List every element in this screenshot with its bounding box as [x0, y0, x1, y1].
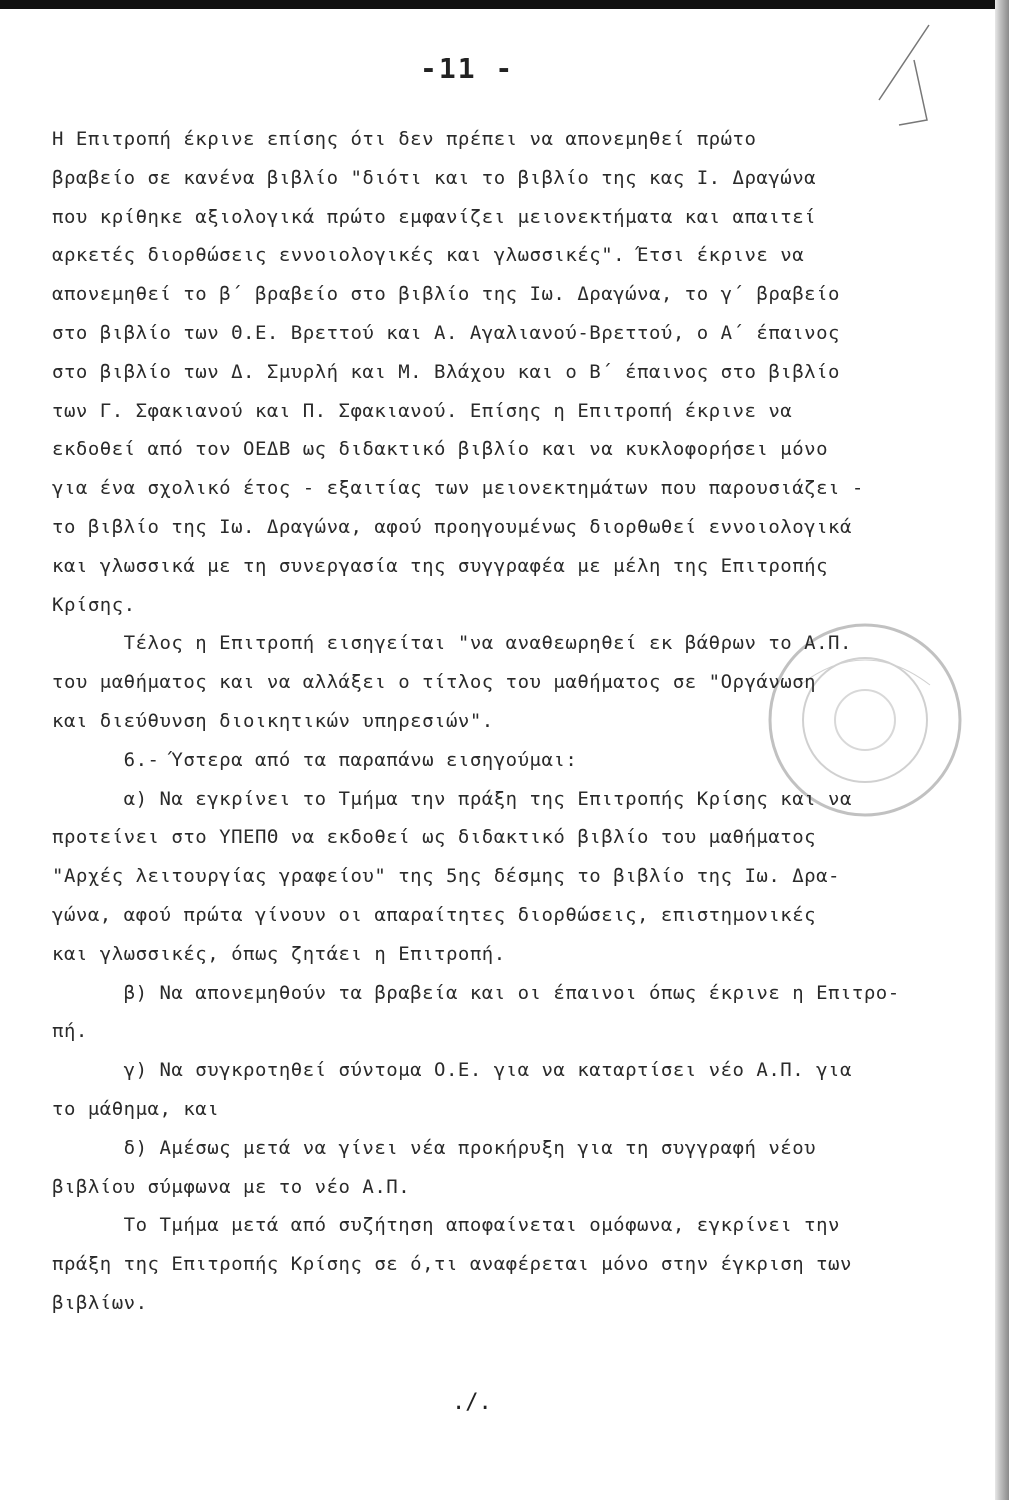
text-line: και γλωσσικές, όπως ζητάει η Επιτροπή.	[52, 942, 506, 965]
text-line: Το Τμήμα μετά από συζήτηση αποφαίνεται ομόφωνα, εγκρίνει την	[52, 1214, 840, 1237]
text-line: στο βιβλίο των Θ.Ε. Βρεττού και Α. Αγαλιανού-Βρεττού, ο Α΄ έπαινος	[52, 321, 840, 344]
text-line: των Γ. Σφακιανού και Π. Σφακιανού. Επίσης η Επιτροπή έκρινε να	[52, 399, 793, 422]
scan-top-border	[0, 0, 1009, 9]
text-line: το μάθημα, και	[52, 1097, 220, 1120]
text-line: πράξη της Επιτροπής Κρίσης σε ό,τι αναφέρεται μόνο στην έγκριση των	[52, 1253, 852, 1276]
text-line: και γλωσσικά με τη συνεργασία της συγγραφέα με μέλη της Επιτροπής	[52, 554, 829, 577]
text-line: β) Να απονεμηθούν τα βραβεία και οι έπαινοι όπως έκρινε η Επιτρο-	[52, 981, 900, 1004]
text-line: γ) Να συγκροτηθεί σύντομα Ο.Ε. για να καταρτίσει νέο Α.Π. για	[52, 1059, 852, 1082]
closing-mark: ./.	[452, 1390, 492, 1415]
text-line: δ) Αμέσως μετά να γίνει νέα προκήρυξη για τη συγγραφή νέου	[52, 1136, 817, 1159]
text-line: βιβλίου σύμφωνα με το νέο Α.Π.	[52, 1175, 411, 1198]
document-body	[52, 120, 952, 1323]
text-line: του μαθήματος και να αλλάξει ο τίτλος του μαθήματος σε "Οργάνωση	[52, 671, 817, 694]
text-line: γώνα, αφού πρώτα γίνουν οι απαραίτητες διορθώσεις, επιστημονικές	[52, 903, 817, 926]
scan-right-border	[995, 0, 1009, 1500]
text-line: 6.- Ύστερα από τα παραπάνω εισηγούμαι:	[52, 748, 578, 771]
text-line: βιβλίων.	[52, 1291, 148, 1314]
text-line: για ένα σχολικό έτος - εξαιτίας των μειονεκτημάτων που παρουσιάζει -	[52, 477, 864, 500]
text-line: "Αρχές λειτουργίας γραφείου" της 5ης δέσμης το βιβλίο της Ιω. Δρα-	[52, 865, 840, 888]
text-line: προτείνει στο ΥΠΕΠΘ να εκδοθεί ως διδακτικό βιβλίο του μαθήματος	[52, 826, 817, 849]
text-line: Η Επιτροπή έκρινε επίσης ότι δεν πρέπει να απονεμηθεί πρώτο	[52, 128, 757, 150]
corner-pencil-mark	[859, 20, 939, 130]
text-line: απονεμηθεί το β΄ βραβείο στο βιβλίο της Ιω. Δραγώνα, το γ΄ βραβείο	[52, 283, 840, 306]
text-line: βραβείο σε κανένα βιβλίο "διότι και το βιβλίο της κας Ι. Δραγώνα	[52, 166, 817, 189]
text-line: πή.	[52, 1020, 88, 1043]
text-line: Κρίσης.	[52, 593, 136, 616]
text-line: α) Να εγκρίνει το Τμήμα την πράξη της Επιτροπής Κρίσης και να	[52, 787, 852, 810]
text-line: Τέλος η Επιτροπή εισηγείται "να αναθεωρηθεί εκ βάθρων το Α.Π.	[52, 632, 852, 655]
text-line: αρκετές διορθώσεις εννοιολογικές και γλωσσικές". Έτσι έκρινε να	[52, 244, 805, 267]
text-line: στο βιβλίο των Δ. Σμυρλή και Μ. Βλάχου και ο Β΄ έπαινος στο βιβλίο	[52, 360, 840, 383]
page-number: -11 -	[420, 52, 515, 85]
text-line: εκδοθεί από τον ΟΕΔΒ ως διδακτικό βιβλίο και να κυκλοφορήσει μόνο	[52, 438, 829, 461]
text-line: που κρίθηκε αξιολογικά πρώτο εμφανίζει μειονεκτήματα και απαιτεί	[52, 205, 817, 228]
text-line: και διεύθυνση διοικητικών υπηρεσιών".	[52, 709, 494, 732]
text-line: το βιβλίο της Ιω. Δραγώνα, αφού προηγουμένως διορθωθεί εννοιολογικά	[52, 515, 852, 538]
